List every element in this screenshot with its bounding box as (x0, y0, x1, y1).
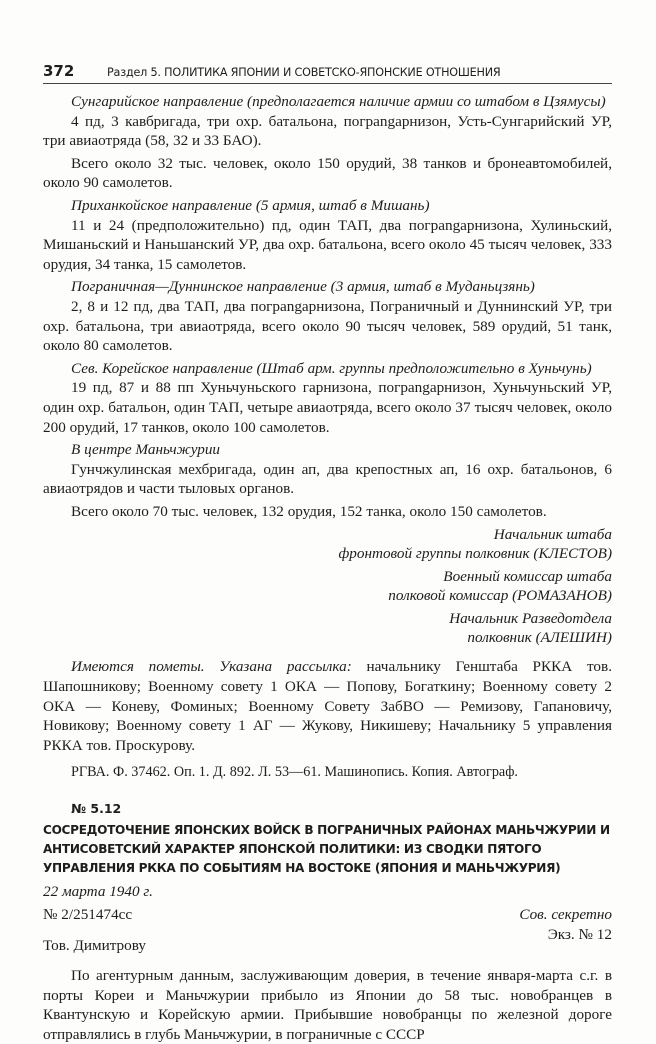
registration-number: № 2/251474сс (43, 906, 133, 924)
direction-text: 19 пд, 87 и 88 пп Хуньчуньского гарнизона, пограngарнизон, Хуньчуньский УР, один охр. батальон, один ТАП, четыре авиаотряда, всего около 37 тысяч человек, около 200 орудий, 17 танков, около 100 самолетов. (43, 379, 612, 436)
classification: Сов. секретно (519, 906, 612, 924)
direction-total: Всего около 32 тыс. человек, около 150 орудий, 38 танков и бронеавтомобилей, около 90 самолетов. (43, 154, 612, 192)
distribution-label: Имеются пометы. Указана рассылка: (71, 658, 352, 676)
direction-text: Гунчжулинская мехбригада, один ап, два крепостных ап, 16 охр. батальонов, 6 авиаотрядов и части тыловых органов. (43, 460, 612, 498)
document-title: СОСРЕДОТОЧЕНИЕ ЯПОНСКИХ ВОЙСК В ПОГРАНИЧНЫХ РАЙОНАХ МАНЬЧЖУРИИ И АНТИСОВЕТСКИЙ ХАРАКТЕР ЯПОНСКОЙ ПОЛИТИКИ: ИЗ СВОДКИ ПЯТОГО УПРАВЛЕНИЯ РККА ПО СОБЫТИЯМ НА ВОСТОКЕ (ЯПОНИЯ И МАНЬЧЖУРИЯ) (43, 822, 610, 875)
document-number: № 5.12 (71, 801, 122, 817)
direction-heading: Сунгарийское направление (предполагается наличие армии со штабом в Цзямусы) (71, 93, 606, 110)
direction-text: 11 и 24 (предположительно) пд, один ТАП, два пограngарнизона, Хулиньский, Мишаньский и Наньшанский УР, два охр. батальона, всего около 45 тысяч человек, 333 орудия, 34 танка, 15 самолетов. (43, 216, 612, 273)
signature-block (43, 525, 612, 563)
archive-reference: РГВА. Ф. 37462. Оп. 1. Д. 892. Л. 53—61. Машинопись. Копия. Автограф. (71, 764, 518, 781)
distribution-note (43, 657, 612, 755)
distribution-text: начальнику Генштаба РККА тов. Шапошникову; Военному совету 1 ОКА — Попову, Богаткину; Военному совету 2 ОКА — Коневу, Фоминых; Военному Совету ЗабВО — Ремизову, Гапановичу, Новикову; Военному совету 1 АГ — Жукову, Никишеву; Начальнику 5 управления РККА тов. Проскурову. (43, 658, 612, 754)
signature-name: полковой комиссар (РОМАЗАНОВ) (388, 587, 612, 605)
direction-text: 4 пд, 3 кавбригада, три охр. батальона, пограngарнизон, Усть-Сунгарийский УР, три авиаотряда (58, 32 и 33 БАО). (43, 112, 612, 150)
page-body (43, 92, 612, 1044)
document-body: По агентурным данным, заслуживающим доверия, в течение января-марта с.г. в порты Кореи и Маньчжурии прибыло из Японии до 58 тыс. новобранцев в Квантунскую и Корейскую армии. Прибывшие новобранцы по железной дороге отправлялись в глубь Маньчжурии, в пограничные с СССР (43, 967, 612, 1043)
direction-text: 2, 8 и 12 пд, два ТАП, два пограngарнизона, Пограничный и Дуннинский УР, три охр. батальона, три авиаотряда, всего около 90 тысяч человек, 589 орудий, 51 танк, около 80 самолетов. (43, 297, 612, 355)
copy-number: Экз. № 12 (547, 925, 612, 943)
book-page (43, 62, 612, 1044)
signature-block (43, 567, 612, 605)
direction-heading: Сев. Корейское направление (Штаб арм. группы предположительно в Хуньчунь) (71, 359, 592, 377)
addressee: Тов. Димитрову (43, 937, 146, 955)
direction-total: Всего около 70 тыс. человек, 132 орудия, 152 танка, около 150 самолетов. (71, 502, 547, 520)
signature-title: Начальник штаба (493, 526, 612, 544)
page-number: 372 (43, 62, 75, 80)
direction-heading: Приханкойское направление (5 армия, штаб в Мишань) (71, 196, 430, 214)
signature-block (43, 609, 612, 647)
direction-heading: В центре Маньчжурии (71, 441, 221, 459)
section-title: Раздел 5. ПОЛИТИКА ЯПОНИИ И СОВЕТСКО-ЯПОНСКИЕ ОТНОШЕНИЯ (107, 66, 501, 79)
document-date: 22 марта 1940 г. (43, 882, 153, 900)
direction-heading: Пограничная—Дуннинское направление (3 армия, штаб в Муданьцзянь) (71, 278, 535, 296)
signature-title: Начальник Разведотдела (449, 610, 612, 628)
running-head (43, 62, 612, 84)
signature-title: Военный комиссар штаба (443, 568, 612, 586)
signature-name: фронтовой группы полковник (КЛЕСТОВ) (338, 545, 612, 563)
classification-block (519, 905, 612, 944)
signature-name: полковник (АЛЕШИН) (467, 629, 612, 647)
